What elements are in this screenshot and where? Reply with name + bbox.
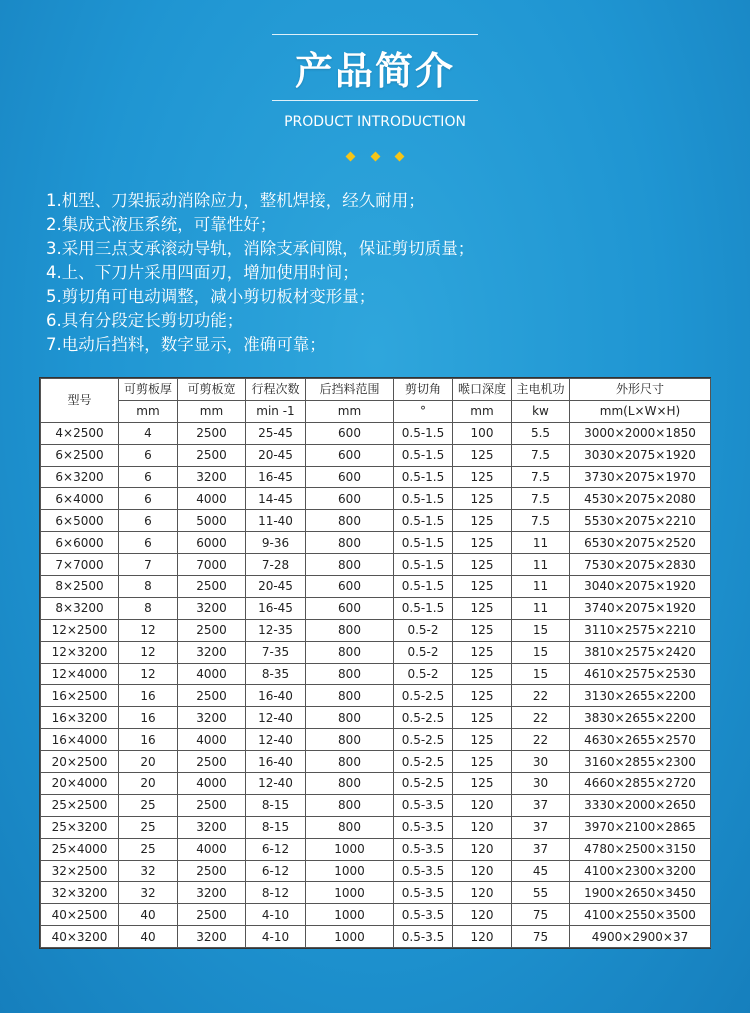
table-cell: 16-40	[246, 751, 306, 773]
table-cell: 3740×2075×1920	[570, 597, 711, 619]
table-cell: 0.5-3.5	[394, 882, 453, 904]
model-cell: 12×2500	[41, 619, 119, 641]
table-row	[41, 882, 711, 904]
table-cell: 20	[119, 773, 178, 795]
table-cell: 16	[119, 685, 178, 707]
table-cell: 0.5-1.5	[394, 597, 453, 619]
table-cell: 125	[453, 707, 512, 729]
table-cell: 0.5-2	[394, 663, 453, 685]
table-cell: 37	[512, 794, 570, 816]
table-row	[41, 488, 711, 510]
table-cell: 2500	[178, 444, 246, 466]
table-cell: 9-36	[246, 532, 306, 554]
table-cell: 6	[119, 466, 178, 488]
unit-cell: °	[394, 400, 453, 422]
table-cell: 12-35	[246, 619, 306, 641]
table-cell: 6-12	[246, 838, 306, 860]
table-cell: 4100×2300×3200	[570, 860, 711, 882]
table-cell: 30	[512, 773, 570, 795]
table-cell: 2500	[178, 619, 246, 641]
table-cell: 32	[119, 882, 178, 904]
header-cell: 喉口深度	[453, 379, 512, 401]
table-cell: 20-45	[246, 576, 306, 598]
table-cell: 0.5-2.5	[394, 751, 453, 773]
table-cell: 3200	[178, 707, 246, 729]
model-cell: 20×2500	[41, 751, 119, 773]
table-body	[41, 422, 711, 947]
table-cell: 8-15	[246, 794, 306, 816]
unit-cell: kw	[512, 400, 570, 422]
table-row	[41, 751, 711, 773]
table-cell: 0.5-3.5	[394, 926, 453, 948]
table-cell: 12	[119, 619, 178, 641]
feature-item: 5.剪切角可电动调整，减小剪切板材变形量；	[46, 287, 376, 306]
table-cell: 16	[119, 707, 178, 729]
diamond-ornament	[0, 145, 750, 164]
table-cell: 125	[453, 532, 512, 554]
table-cell: 12-40	[246, 729, 306, 751]
table-cell: 8-12	[246, 882, 306, 904]
table-cell: 0.5-2.5	[394, 685, 453, 707]
table-cell: 120	[453, 860, 512, 882]
header-model: 型号	[41, 379, 119, 423]
table-cell: 4	[119, 422, 178, 444]
table-cell: 37	[512, 838, 570, 860]
table-cell: 3830×2655×2200	[570, 707, 711, 729]
table-cell: 125	[453, 554, 512, 576]
model-cell: 12×3200	[41, 641, 119, 663]
table-cell: 7530×2075×2830	[570, 554, 711, 576]
table-cell: 0.5-2.5	[394, 729, 453, 751]
table-cell: 55	[512, 882, 570, 904]
table-cell: 120	[453, 882, 512, 904]
table-cell: 3200	[178, 816, 246, 838]
table-cell: 16-45	[246, 597, 306, 619]
table-cell: 7.5	[512, 510, 570, 532]
spec-table-container	[39, 377, 711, 949]
table-cell: 12-40	[246, 773, 306, 795]
table-cell: 12	[119, 641, 178, 663]
header-cell: 外形尺寸	[570, 379, 711, 401]
table-cell: 7000	[178, 554, 246, 576]
table-cell: 75	[512, 904, 570, 926]
table-cell: 125	[453, 685, 512, 707]
unit-cell: mm(L×W×H)	[570, 400, 711, 422]
table-cell: 3200	[178, 926, 246, 948]
table-cell: 0.5-1.5	[394, 554, 453, 576]
table-cell: 6-12	[246, 860, 306, 882]
table-cell: 0.5-2	[394, 641, 453, 663]
table-cell: 120	[453, 794, 512, 816]
table-cell: 4660×2855×2720	[570, 773, 711, 795]
table-row	[41, 816, 711, 838]
table-cell: 3200	[178, 882, 246, 904]
table-cell: 0.5-3.5	[394, 794, 453, 816]
feature-item: 6.具有分段定长剪切功能；	[46, 311, 244, 330]
table-cell: 125	[453, 641, 512, 663]
table-cell: 0.5-3.5	[394, 838, 453, 860]
table-cell: 3110×2575×2210	[570, 619, 711, 641]
table-cell: 20-45	[246, 444, 306, 466]
model-cell: 8×3200	[41, 597, 119, 619]
table-cell: 3160×2855×2300	[570, 751, 711, 773]
model-cell: 25×2500	[41, 794, 119, 816]
header-cell: 可剪板宽	[178, 379, 246, 401]
table-cell: 800	[306, 794, 394, 816]
table-cell: 125	[453, 510, 512, 532]
table-cell: 800	[306, 707, 394, 729]
spec-table	[40, 378, 711, 948]
table-cell: 3130×2655×2200	[570, 685, 711, 707]
header-cell: 后挡料范围	[306, 379, 394, 401]
table-cell: 2500	[178, 422, 246, 444]
model-cell: 20×4000	[41, 773, 119, 795]
table-cell: 4000	[178, 838, 246, 860]
table-row	[41, 444, 711, 466]
table-cell: 75	[512, 926, 570, 948]
table-cell: 0.5-1.5	[394, 444, 453, 466]
table-cell: 5530×2075×2210	[570, 510, 711, 532]
table-cell: 4000	[178, 773, 246, 795]
table-cell: 100	[453, 422, 512, 444]
table-cell: 6	[119, 532, 178, 554]
table-cell: 2500	[178, 904, 246, 926]
table-cell: 45	[512, 860, 570, 882]
table-cell: 4100×2550×3500	[570, 904, 711, 926]
model-cell: 8×2500	[41, 576, 119, 598]
table-cell: 3970×2100×2865	[570, 816, 711, 838]
model-cell: 16×4000	[41, 729, 119, 751]
feature-list	[46, 189, 726, 357]
table-cell: 800	[306, 773, 394, 795]
table-cell: 600	[306, 444, 394, 466]
table-cell: 4780×2500×3150	[570, 838, 711, 860]
table-cell: 600	[306, 576, 394, 598]
table-row	[41, 838, 711, 860]
table-cell: 0.5-1.5	[394, 488, 453, 510]
table-cell: 7.5	[512, 488, 570, 510]
table-cell: 120	[453, 904, 512, 926]
table-row	[41, 466, 711, 488]
table-cell: 0.5-2	[394, 619, 453, 641]
table-cell: 3200	[178, 466, 246, 488]
table-cell: 4-10	[246, 926, 306, 948]
table-cell: 120	[453, 816, 512, 838]
model-cell: 12×4000	[41, 663, 119, 685]
table-cell: 120	[453, 926, 512, 948]
table-cell: 5.5	[512, 422, 570, 444]
table-cell: 800	[306, 510, 394, 532]
table-cell: 7.5	[512, 466, 570, 488]
feature-item: 3.采用三点支承滚动导轨，消除支承间隙，保证剪切质量；	[46, 239, 475, 258]
model-cell: 6×3200	[41, 466, 119, 488]
table-cell: 6000	[178, 532, 246, 554]
table-cell: 2500	[178, 685, 246, 707]
table-cell: 125	[453, 576, 512, 598]
table-cell: 2500	[178, 751, 246, 773]
table-cell: 4000	[178, 663, 246, 685]
table-cell: 22	[512, 729, 570, 751]
table-cell: 2500	[178, 860, 246, 882]
table-cell: 7	[119, 554, 178, 576]
table-cell: 800	[306, 641, 394, 663]
table-cell: 7.5	[512, 444, 570, 466]
table-cell: 120	[453, 838, 512, 860]
model-cell: 6×6000	[41, 532, 119, 554]
table-cell: 2500	[178, 576, 246, 598]
table-cell: 125	[453, 488, 512, 510]
table-cell: 11-40	[246, 510, 306, 532]
table-cell: 800	[306, 816, 394, 838]
table-cell: 15	[512, 641, 570, 663]
table-row	[41, 860, 711, 882]
unit-cell: mm	[119, 400, 178, 422]
table-row	[41, 422, 711, 444]
table-cell: 3200	[178, 641, 246, 663]
header-top-rule	[272, 34, 478, 35]
table-cell: 11	[512, 576, 570, 598]
table-cell: 125	[453, 444, 512, 466]
table-row	[41, 510, 711, 532]
table-row	[41, 663, 711, 685]
table-cell: 3810×2575×2420	[570, 641, 711, 663]
unit-cell: mm	[453, 400, 512, 422]
table-cell: 0.5-2.5	[394, 707, 453, 729]
table-cell: 3200	[178, 597, 246, 619]
table-cell: 1000	[306, 860, 394, 882]
table-cell: 0.5-3.5	[394, 860, 453, 882]
table-cell: 800	[306, 619, 394, 641]
page-subtitle: PRODUCT INTRODUCTION	[284, 114, 466, 130]
table-cell: 0.5-1.5	[394, 532, 453, 554]
table-cell: 8	[119, 597, 178, 619]
feature-item: 1.机型、刀架振动消除应力，整机焊接，经久耐用；	[46, 191, 425, 210]
table-cell: 5000	[178, 510, 246, 532]
feature-item: 2.集成式液压系统，可靠性好；	[46, 215, 277, 234]
table-cell: 11	[512, 554, 570, 576]
table-cell: 8-15	[246, 816, 306, 838]
model-cell: 40×2500	[41, 904, 119, 926]
table-cell: 125	[453, 751, 512, 773]
table-cell: 3000×2000×1850	[570, 422, 711, 444]
unit-cell: mm	[178, 400, 246, 422]
table-row	[41, 685, 711, 707]
model-cell: 6×2500	[41, 444, 119, 466]
table-cell: 0.5-1.5	[394, 466, 453, 488]
table-cell: 800	[306, 532, 394, 554]
model-cell: 4×2500	[41, 422, 119, 444]
table-cell: 12-40	[246, 707, 306, 729]
table-cell: 7-35	[246, 641, 306, 663]
table-row	[41, 773, 711, 795]
table-cell: 15	[512, 619, 570, 641]
feature-item: 7.电动后挡料，数字显示，准确可靠；	[46, 335, 326, 354]
model-cell: 6×5000	[41, 510, 119, 532]
header-cell: 主电机功	[512, 379, 570, 401]
header-bottom-rule	[272, 100, 478, 101]
table-cell: 30	[512, 751, 570, 773]
diamond-icon	[394, 152, 404, 162]
table-cell: 4610×2575×2530	[570, 663, 711, 685]
model-cell: 25×4000	[41, 838, 119, 860]
unit-cell: min -1	[246, 400, 306, 422]
model-cell: 25×3200	[41, 816, 119, 838]
table-cell: 8-35	[246, 663, 306, 685]
table-cell: 4000	[178, 729, 246, 751]
model-cell: 32×3200	[41, 882, 119, 904]
table-header-row	[41, 379, 711, 401]
table-cell: 0.5-3.5	[394, 816, 453, 838]
table-cell: 1000	[306, 926, 394, 948]
table-cell: 11	[512, 597, 570, 619]
table-row	[41, 597, 711, 619]
table-cell: 0.5-2.5	[394, 773, 453, 795]
table-cell: 4900×2900×37	[570, 926, 711, 948]
model-cell: 16×3200	[41, 707, 119, 729]
table-cell: 800	[306, 663, 394, 685]
model-cell: 32×2500	[41, 860, 119, 882]
table-cell: 600	[306, 597, 394, 619]
table-row	[41, 576, 711, 598]
model-cell: 6×4000	[41, 488, 119, 510]
table-cell: 3040×2075×1920	[570, 576, 711, 598]
table-cell: 600	[306, 422, 394, 444]
model-cell: 7×7000	[41, 554, 119, 576]
table-cell: 800	[306, 729, 394, 751]
table-cell: 22	[512, 685, 570, 707]
table-cell: 0.5-3.5	[394, 904, 453, 926]
table-cell: 125	[453, 597, 512, 619]
table-cell: 25-45	[246, 422, 306, 444]
table-cell: 14-45	[246, 488, 306, 510]
table-cell: 8	[119, 576, 178, 598]
table-cell: 11	[512, 532, 570, 554]
model-cell: 16×2500	[41, 685, 119, 707]
table-cell: 3030×2075×1920	[570, 444, 711, 466]
model-cell: 40×3200	[41, 926, 119, 948]
table-cell: 1000	[306, 882, 394, 904]
table-cell: 40	[119, 904, 178, 926]
table-cell: 6	[119, 488, 178, 510]
table-cell: 0.5-1.5	[394, 510, 453, 532]
table-cell: 1900×2650×3450	[570, 882, 711, 904]
table-cell: 125	[453, 466, 512, 488]
table-row	[41, 794, 711, 816]
header-cell: 行程次数	[246, 379, 306, 401]
table-unit-row	[41, 400, 711, 422]
table-cell: 800	[306, 685, 394, 707]
table-cell: 4630×2655×2570	[570, 729, 711, 751]
table-cell: 600	[306, 488, 394, 510]
table-cell: 16-40	[246, 685, 306, 707]
table-cell: 6530×2075×2520	[570, 532, 711, 554]
table-cell: 125	[453, 663, 512, 685]
diamond-icon	[370, 152, 380, 162]
table-cell: 12	[119, 663, 178, 685]
table-row	[41, 532, 711, 554]
table-row	[41, 707, 711, 729]
table-cell: 1000	[306, 904, 394, 926]
diamond-icon	[346, 152, 356, 162]
table-row	[41, 641, 711, 663]
table-cell: 4530×2075×2080	[570, 488, 711, 510]
table-cell: 32	[119, 860, 178, 882]
feature-item: 4.上、下刀片采用四面刃，增加使用时间；	[46, 263, 359, 282]
unit-cell: mm	[306, 400, 394, 422]
table-cell: 4000	[178, 488, 246, 510]
table-cell: 22	[512, 707, 570, 729]
table-cell: 37	[512, 816, 570, 838]
table-cell: 15	[512, 663, 570, 685]
header-cell: 可剪板厚	[119, 379, 178, 401]
table-cell: 1000	[306, 838, 394, 860]
table-cell: 125	[453, 773, 512, 795]
table-cell: 6	[119, 510, 178, 532]
table-cell: 4-10	[246, 904, 306, 926]
header-cell: 剪切角	[394, 379, 453, 401]
page-title: 产品简介	[294, 49, 455, 93]
section-header	[0, 0, 750, 170]
table-cell: 800	[306, 554, 394, 576]
table-row	[41, 554, 711, 576]
table-cell: 40	[119, 926, 178, 948]
table-cell: 600	[306, 466, 394, 488]
table-cell: 0.5-1.5	[394, 422, 453, 444]
table-cell: 16-45	[246, 466, 306, 488]
table-row	[41, 619, 711, 641]
table-cell: 125	[453, 619, 512, 641]
table-cell: 125	[453, 729, 512, 751]
table-cell: 7-28	[246, 554, 306, 576]
table-cell: 6	[119, 444, 178, 466]
table-cell: 20	[119, 751, 178, 773]
table-cell: 3330×2000×2650	[570, 794, 711, 816]
table-cell: 3730×2075×1970	[570, 466, 711, 488]
table-row	[41, 729, 711, 751]
table-cell: 16	[119, 729, 178, 751]
table-cell: 2500	[178, 794, 246, 816]
table-cell: 800	[306, 751, 394, 773]
table-cell: 0.5-1.5	[394, 576, 453, 598]
table-row	[41, 904, 711, 926]
table-cell: 25	[119, 838, 178, 860]
table-cell: 25	[119, 794, 178, 816]
table-row	[41, 926, 711, 948]
table-cell: 25	[119, 816, 178, 838]
